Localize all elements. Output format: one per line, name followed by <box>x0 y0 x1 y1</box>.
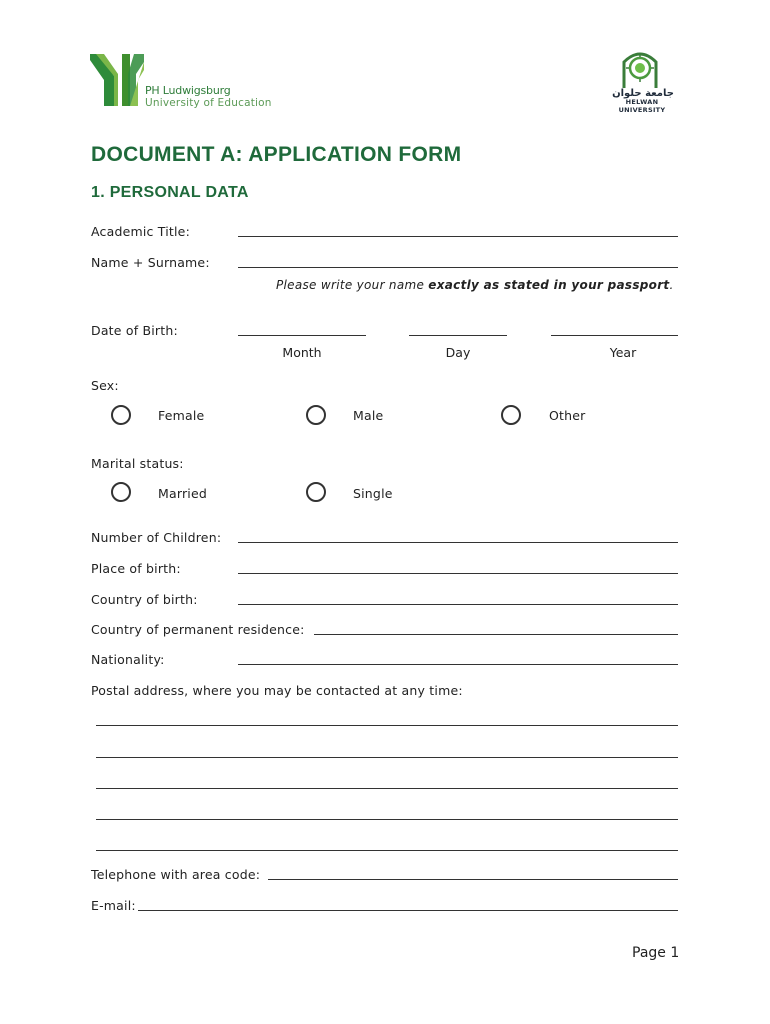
nationality-label: Nationality: <box>91 652 165 667</box>
country-of-birth-label: Country of birth: <box>91 592 198 607</box>
postal-address-line-2[interactable] <box>96 757 678 758</box>
postal-address-label: Postal address, where you may be contacted at any time: <box>91 683 463 698</box>
marital-single-radio[interactable] <box>306 482 326 502</box>
left-logo-text <box>145 84 272 110</box>
telephone-label: Telephone with area code: <box>91 867 261 882</box>
sex-female-radio[interactable] <box>111 405 131 425</box>
document-title: DOCUMENT A: APPLICATION FORM <box>91 143 462 166</box>
place-of-birth-label: Place of birth: <box>91 561 181 576</box>
email-field[interactable] <box>138 910 678 911</box>
page-number: Page 1 <box>632 945 680 961</box>
academic-title-label: Academic Title: <box>91 224 190 239</box>
sex-male-radio[interactable] <box>306 405 326 425</box>
postal-address-line-4[interactable] <box>96 819 678 820</box>
country-of-residence-field[interactable] <box>314 634 678 635</box>
section-heading: 1. PERSONAL DATA <box>91 184 249 201</box>
year-label: Year <box>609 345 637 360</box>
marital-status-label: Marital status: <box>91 456 184 471</box>
left-logo-line2: University of Education <box>145 97 272 109</box>
postal-address-line-1[interactable] <box>96 725 678 726</box>
sex-label: Sex: <box>91 378 119 393</box>
email-label: E-mail: <box>91 898 136 913</box>
birth-day-field[interactable] <box>409 335 507 336</box>
academic-title-field[interactable] <box>238 236 678 237</box>
birth-year-field[interactable] <box>551 335 678 336</box>
name-surname-label: Name + Surname: <box>91 255 210 270</box>
passport-note-pre: Please write your name <box>276 278 425 292</box>
number-of-children-field[interactable] <box>238 542 678 543</box>
right-logo-caption: HELWAN UNIVERSITY <box>618 98 666 114</box>
nationality-field[interactable] <box>238 664 678 665</box>
number-of-children-label: Number of Children: <box>91 530 222 545</box>
postal-address-line-3[interactable] <box>96 788 678 789</box>
marital-married-label: Married <box>158 486 208 501</box>
birth-month-field[interactable] <box>238 335 366 336</box>
telephone-field[interactable] <box>268 879 678 880</box>
country-of-residence-label: Country of permanent residence: <box>91 622 305 637</box>
country-of-birth-field[interactable] <box>238 604 678 605</box>
postal-address-line-5[interactable] <box>96 850 678 851</box>
marital-married-radio[interactable] <box>111 482 131 502</box>
place-of-birth-field[interactable] <box>238 573 678 574</box>
date-of-birth-label: Date of Birth: <box>91 323 178 338</box>
right-logo-arabic: جامعة حلوان <box>612 88 674 99</box>
passport-note-bold: exactly as stated in your passport <box>428 278 670 292</box>
left-logo-line1: PH Ludwigsburg <box>145 84 231 97</box>
marital-single-label: Single <box>353 486 393 501</box>
name-surname-field[interactable] <box>238 267 678 268</box>
passport-note-post: . <box>669 278 674 292</box>
sex-other-label: Other <box>549 408 586 423</box>
month-label: Month <box>282 345 322 360</box>
sex-female-label: Female <box>158 408 205 423</box>
day-label: Day <box>445 345 471 360</box>
sex-other-radio[interactable] <box>501 405 521 425</box>
sex-male-label: Male <box>353 408 384 423</box>
passport-note <box>276 278 674 292</box>
